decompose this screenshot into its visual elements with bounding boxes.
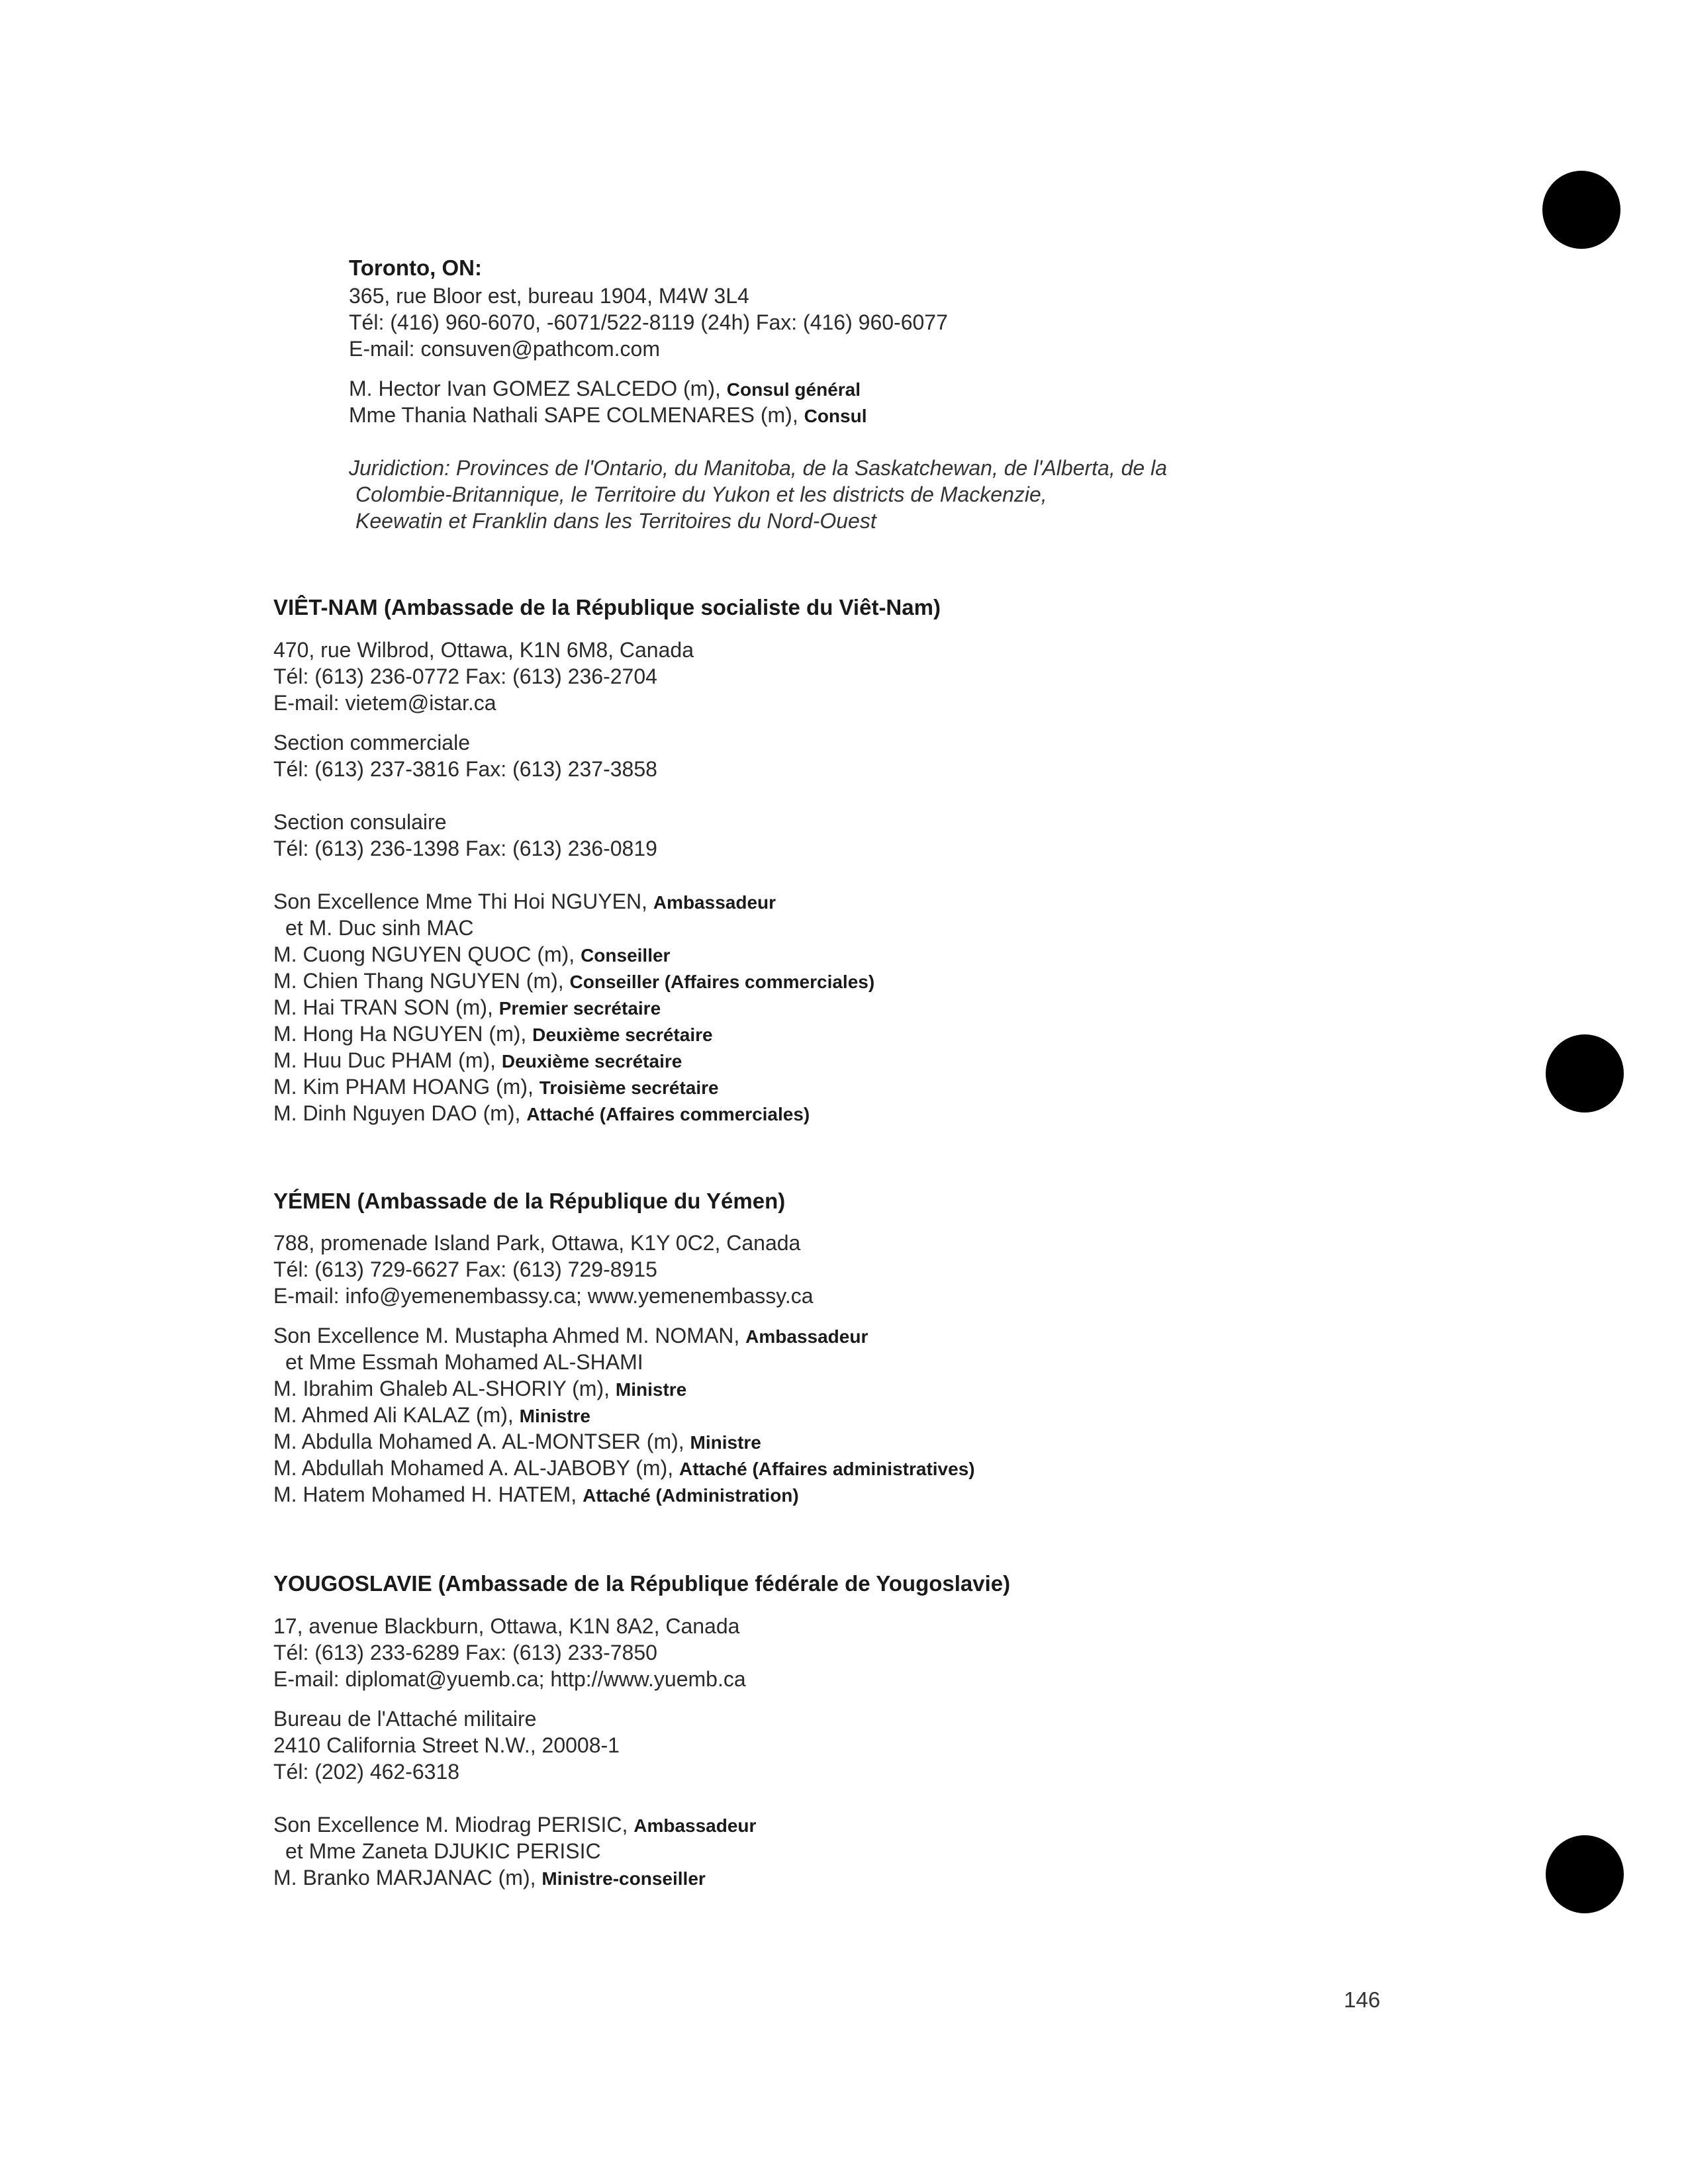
official-name: M. Branko MARJANAC (m), xyxy=(273,1866,542,1889)
official-entry xyxy=(273,1864,706,1892)
official-role: Deuxième secrétaire xyxy=(532,1024,713,1045)
official-name: M. Huu Duc PHAM (m), xyxy=(273,1048,502,1072)
official-entry xyxy=(273,1811,756,1839)
official-name: M. Cuong NGUYEN QUOC (m), xyxy=(273,942,581,966)
official-name: M. Hector Ivan GOMEZ SALCEDO (m), xyxy=(349,377,727,400)
official-name: Son Excellence Mme Thi Hoi NGUYEN, xyxy=(273,889,653,913)
official-role: Consul xyxy=(804,406,867,426)
official-entry xyxy=(273,941,670,969)
official-entry xyxy=(349,375,861,403)
official-spouse xyxy=(285,1838,601,1864)
official-role: Attaché (Affaires administratives) xyxy=(679,1459,975,1479)
official-role: Attaché (Affaires commerciales) xyxy=(526,1104,810,1124)
toronto-email: E-mail: consuven@pathcom.com xyxy=(349,337,660,361)
official-name: Mme Thania Nathali SAPE COLMENARES (m), xyxy=(349,403,804,427)
embassy-address: 470, rue Wilbrod, Ottawa, K1N 6M8, Canada xyxy=(273,638,694,662)
official-entry xyxy=(273,1481,799,1509)
official-name: M. Dinh Nguyen DAO (m), xyxy=(273,1101,527,1125)
official-name: M. Chien Thang NGUYEN (m), xyxy=(273,969,570,993)
official-name: M. Ahmed Ali KALAZ (m), xyxy=(273,1403,520,1427)
official-entry xyxy=(273,1455,975,1482)
official-name: et Mme Zaneta DJUKIC PERISIC xyxy=(285,1839,601,1863)
official-name: M. Kim PHAM HOANG (m), xyxy=(273,1075,539,1099)
toronto-address: 365, rue Bloor est, bureau 1904, M4W 3L4 xyxy=(349,284,749,308)
military-attache-address: 2410 California Street N.W., 20008-1 xyxy=(273,1733,620,1757)
official-name: M. Hatem Mohamed H. HATEM, xyxy=(273,1482,583,1506)
embassy-tel: Tél: (613) 236-0772 Fax: (613) 236-2704 xyxy=(273,664,657,688)
commercial-section-tel: Tél: (613) 237-3816 Fax: (613) 237-3858 xyxy=(273,757,657,781)
official-entry xyxy=(273,888,776,916)
military-attache-tel: Tél: (202) 462-6318 xyxy=(273,1760,460,1784)
official-name: M. Hai TRAN SON (m), xyxy=(273,995,499,1019)
official-entry xyxy=(273,1047,682,1075)
official-spouse xyxy=(285,1349,643,1375)
punch-hole xyxy=(1546,1034,1624,1113)
embassy-email: E-mail: diplomat@yuemb.ca; http://www.yuemb.ca xyxy=(273,1667,746,1691)
official-name: et Mme Essmah Mohamed AL-SHAMI xyxy=(285,1350,643,1374)
official-role: Ministre xyxy=(690,1432,761,1453)
punch-hole xyxy=(1542,171,1620,249)
embassy-email: E-mail: info@yemenembassy.ca; www.yemenembassy.ca xyxy=(273,1284,814,1308)
official-entry xyxy=(273,1021,713,1048)
official-role: Consul général xyxy=(726,379,861,400)
official-entry xyxy=(273,1100,810,1128)
page-number: 146 xyxy=(1344,1987,1381,2012)
punch-hole xyxy=(1546,1835,1624,1913)
official-role: Attaché (Administration) xyxy=(583,1485,799,1506)
official-role: Conseiller xyxy=(581,945,671,966)
official-name: M. Hong Ha NGUYEN (m), xyxy=(273,1022,533,1046)
official-spouse xyxy=(285,915,474,941)
jurisdiction-line: Keewatin et Franklin dans les Territoires du Nord-Ouest xyxy=(355,509,876,533)
official-role: Ministre xyxy=(519,1406,591,1426)
official-role: Premier secrétaire xyxy=(498,998,661,1019)
military-attache-title: Bureau de l'Attaché militaire xyxy=(273,1707,537,1731)
toronto-city: Toronto, ON: xyxy=(349,255,482,280)
official-name: M. Ibrahim Ghaleb AL-SHORIY (m), xyxy=(273,1377,616,1400)
jurisdiction-line: Juridiction: Provinces de l'Ontario, du Manitoba, de la Saskatchewan, de l'Alberta, de la xyxy=(349,456,1168,480)
commercial-section-title: Section commerciale xyxy=(273,731,470,754)
official-role: Deuxième secrétaire xyxy=(501,1051,682,1071)
official-entry xyxy=(349,402,867,430)
official-entry xyxy=(273,1375,686,1403)
official-role: Troisième secrétaire xyxy=(539,1077,719,1098)
official-role: Conseiller (Affaires commerciales) xyxy=(569,972,875,992)
country-heading: YÉMEN (Ambassade de la République du Yémen) xyxy=(273,1189,786,1213)
country-heading: YOUGOSLAVIE (Ambassade de la République fédérale de Yougoslavie) xyxy=(273,1571,1011,1596)
official-role: Ambassadeur xyxy=(633,1815,757,1836)
official-name: Son Excellence M. Mustapha Ahmed M. NOMAN, xyxy=(273,1324,746,1347)
consular-section-title: Section consulaire xyxy=(273,810,447,834)
official-entry xyxy=(273,1402,590,1430)
official-role: Ambassadeur xyxy=(653,892,776,913)
official-name: M. Abdullah Mohamed A. AL-JABOBY (m), xyxy=(273,1456,680,1480)
embassy-tel: Tél: (613) 233-6289 Fax: (613) 233-7850 xyxy=(273,1641,657,1664)
embassy-tel: Tél: (613) 729-6627 Fax: (613) 729-8915 xyxy=(273,1257,657,1281)
official-name: et M. Duc sinh MAC xyxy=(285,916,474,940)
official-role: Ambassadeur xyxy=(745,1326,868,1347)
official-role: Ministre-conseiller xyxy=(541,1868,706,1889)
embassy-address: 17, avenue Blackburn, Ottawa, K1N 8A2, Canada xyxy=(273,1614,740,1638)
official-entry xyxy=(273,1073,719,1101)
official-entry xyxy=(273,968,874,995)
jurisdiction-line: Colombie-Britannique, le Territoire du Yukon et les districts de Mackenzie, xyxy=(355,482,1047,506)
embassy-email: E-mail: vietem@istar.ca xyxy=(273,691,496,715)
official-entry xyxy=(273,1428,761,1456)
official-role: Ministre xyxy=(615,1379,687,1400)
country-heading: VIÊT-NAM (Ambassade de la République socialiste du Viêt-Nam) xyxy=(273,595,941,619)
official-entry xyxy=(273,994,661,1022)
official-name: Son Excellence M. Miodrag PERISIC, xyxy=(273,1813,634,1837)
official-name: M. Abdulla Mohamed A. AL-MONTSER (m), xyxy=(273,1430,690,1453)
embassy-address: 788, promenade Island Park, Ottawa, K1Y 0C2, Canada xyxy=(273,1231,801,1255)
consular-section-tel: Tél: (613) 236-1398 Fax: (613) 236-0819 xyxy=(273,837,657,860)
toronto-tel: Tél: (416) 960-6070, -6071/522-8119 (24h) Fax: (416) 960-6077 xyxy=(349,310,948,334)
official-entry xyxy=(273,1322,868,1350)
